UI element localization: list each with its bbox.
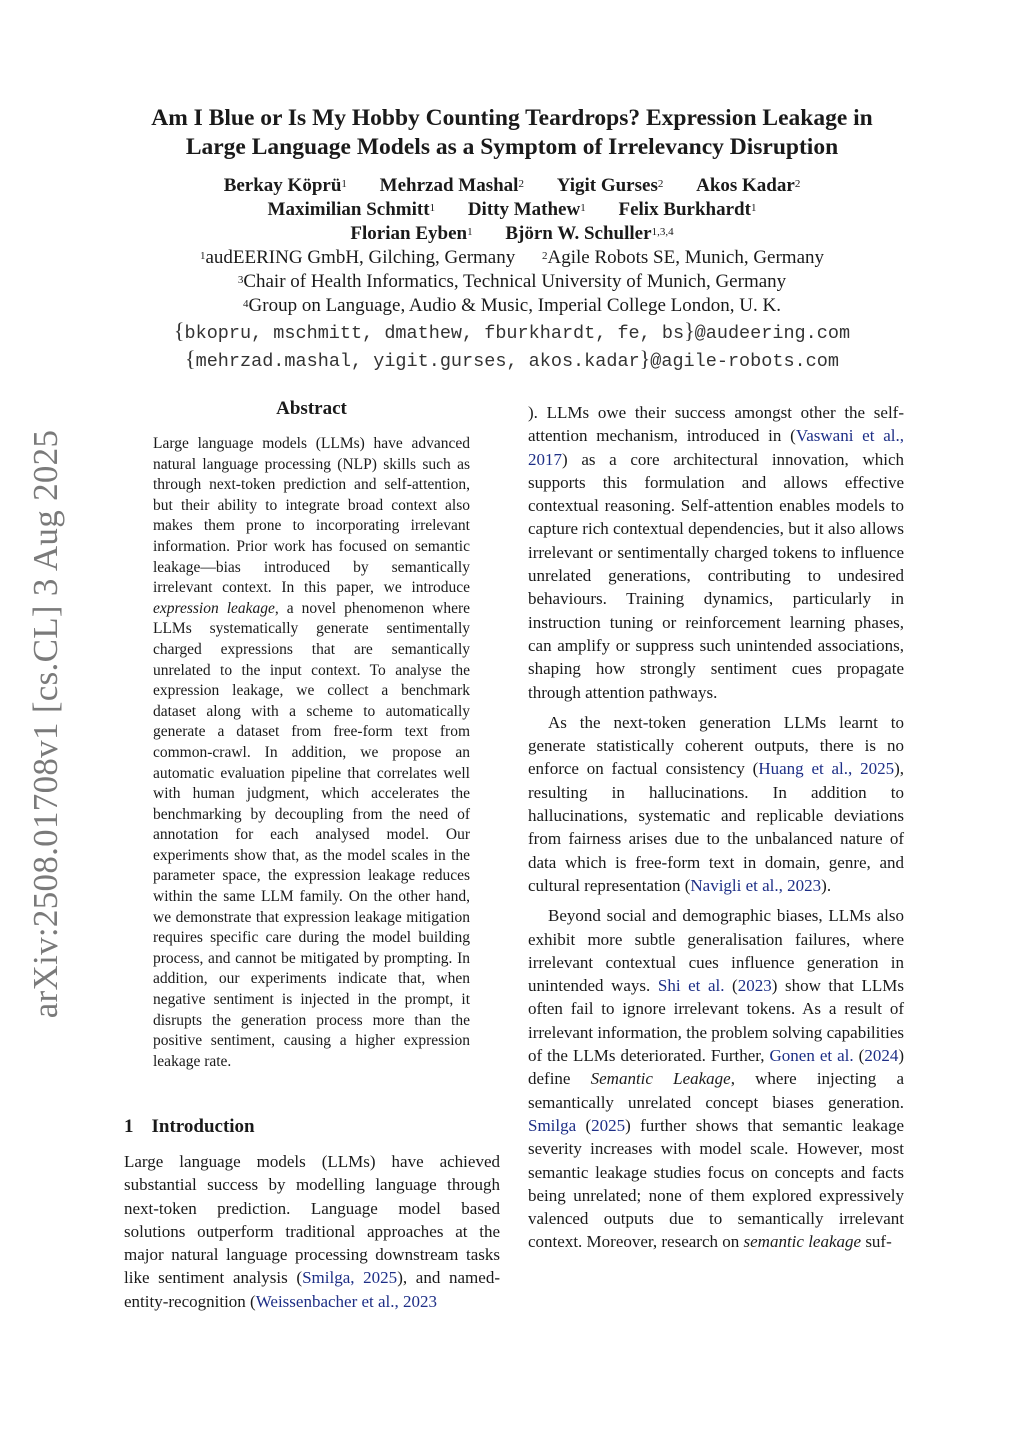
abstract-heading: Abstract	[276, 398, 347, 419]
affiliations	[100, 246, 924, 318]
author-list	[100, 174, 924, 246]
author: Maximilian Schmitt$^1$	[267, 199, 436, 220]
citation-link[interactable]: Huang et al., 2025	[758, 759, 895, 779]
author: Florian Eyben$^1$	[350, 223, 473, 244]
affiliation: $^1$audEERING GmbH, Gilching, Germany	[199, 247, 516, 268]
citation-link[interactable]: 2023	[737, 976, 772, 996]
email-line: {mehrzad.mashal, yigit.gurses, akos.kadar}@agile-robots.com	[185, 346, 839, 372]
author: Björn W. Schuller$^{1,3,4}$	[505, 223, 674, 244]
citation-link[interactable]: Vaswani et al., 2017	[528, 426, 904, 469]
abstract-section	[153, 398, 470, 1072]
author: Ditty Mathew$^1$	[467, 199, 586, 220]
affiliation: $^3$Chair of Health Informatics, Technical University of Munich, Germany	[237, 271, 787, 292]
author: Yigit Gurses$^2$	[556, 175, 664, 196]
section-heading: 1 Introduction	[124, 1116, 255, 1137]
affiliation: $^4$Group on Language, Audio & Music, Imperial College London, U. K.	[243, 295, 781, 316]
citation-link[interactable]: 2025	[591, 1115, 626, 1135]
intro-paragraph-1: Large language models (LLMs) have achieved substantial success by modelling language through next-token prediction. Language model based solutions outperform traditional approaches at the major natural language processing downstream tasks like sentiment analysis (Smilga, 2025), and named-entity-recognition (Weissenbacher et al., 2023	[124, 1152, 500, 1311]
citation-link[interactable]: 2024	[864, 1046, 899, 1066]
right-column	[528, 401, 904, 1254]
citation-link[interactable]: Smilga	[528, 1115, 577, 1135]
intro-paragraph-3: Beyond social and demographic biases, LLMs also exhibit more subtle generalisation failures, where irrelevant contextual cues influence generation in unintended ways. Shi et al. (2023) show that LLMs often fail to ignore irrelevant tokens. As a result of irrelevant information, the problem solving capabilities of the LLMs deteriorated. Further, Gonen et al. (2024) define Semantic Leakage, where injecting a semantically unrelated concept biases generation. Smilga (2025) further shows that semantic leakage severity increases with model scale. However, most semantic leakage studies focus on concepts and facts being unrelated; none of them explored expressively valenced outputs due to semantically irrelevant context. Moreover, research on semantic leakage suf-	[528, 906, 905, 1252]
intro-paragraph-2: As the next-token generation LLMs learnt to generate statistically coherent outputs, there is no enforce on factual consistency (Huang et al., 2025), resulting in hallucinations. In addition to hallucinations, systematic and replicable deviations from fairness arises due to the unbalanced nature of data which is free-form text in domain, genre, and cultural representation (Navigli et al., 2023).	[528, 712, 904, 895]
citation-link[interactable]: Navigli et al., 2023	[690, 875, 822, 895]
email-list	[100, 318, 924, 374]
affiliation: $^2$Agile Robots SE, Munich, Germany	[541, 247, 825, 268]
citation-link[interactable]: Weissenbacher et al., 2023	[255, 1291, 438, 1311]
introduction-section	[124, 1116, 500, 1313]
email-line: {bkopru, mschmitt, dmathew, fburkhardt, fe, bs}@audeering.com	[173, 318, 851, 344]
intro-paragraph-1-continued: ). LLMs owe their success amongst other the self-attention mechanism, introduced in (Vaswani et al., 2017) as a core architectural innovation, which supports this formulation and allows effective contextual reasoning. Self-attention enables models to capture rich contextual dependencies, but it also allows irrelevant or sentimentally charged tokens to influence unrelated generations, contributing to undesired behaviours. Training dynamics, particularly in instruction tuning or reinforcement learning phases, can amplify or suppress such unintended associations, shaping how strongly sentiment cues propagate through attention pathways.	[528, 403, 904, 702]
author: Mehrzad Mashal$^2$	[379, 175, 524, 196]
citation-link[interactable]: Smilga, 2025	[302, 1268, 398, 1288]
author: Felix Burkhardt$^1$	[618, 199, 757, 220]
author: Akos Kadar$^2$	[696, 175, 801, 196]
author: Berkay Köprü$^1$	[223, 175, 347, 196]
abstract-text: Large language models (LLMs) have advanced natural language processing (NLP) skills such as through next-token prediction and self-attention, but their ability to integrate broad context also makes them prone to incorporating irrelevant information. Prior work has focused on semantic leakage—bias introduced by semantically irrelevant context. In this paper, we introduce expression leakage, a novel phenomenon where LLMs systematically generate sentimentally charged expressions that are semantically unrelated to the input context. To analyse the expression leakage, we collect a benchmark dataset along with a scheme to automatically generate a dataset from free-form text from common-crawl. In addition, we propose an automatic evaluation pipeline that correlates well with human judgment, which accelerates the benchmarking by decoupling from the need of annotation for each analysed model. Our experiments show that, as the model scales in the parameter space, the expression leakage reduces within the same LLM family. On the other hand, we demonstrate that expression leakage mitigation requires specific care during the model building process, and cannot be mitigated by prompting. In addition, our experiments indicate that, when negative sentiment is injected in the prompt, it disrupts the generation process more than the positive sentiment, causing a higher expression leakage rate.	[153, 435, 470, 1070]
arxiv-identifier: arXiv:2508.01708v1 [cs.CL] 3 Aug 2025	[26, 429, 65, 1019]
paper-header	[100, 104, 924, 374]
citation-link[interactable]: Gonen et al.	[769, 1046, 854, 1066]
paper-title: Am I Blue or Is My Hobby Counting Teardrops? Expression Leakage in Large Language Models as a Symptom of Irrelevancy Disruption	[151, 105, 873, 160]
citation-link[interactable]: Shi et al.	[657, 976, 725, 996]
